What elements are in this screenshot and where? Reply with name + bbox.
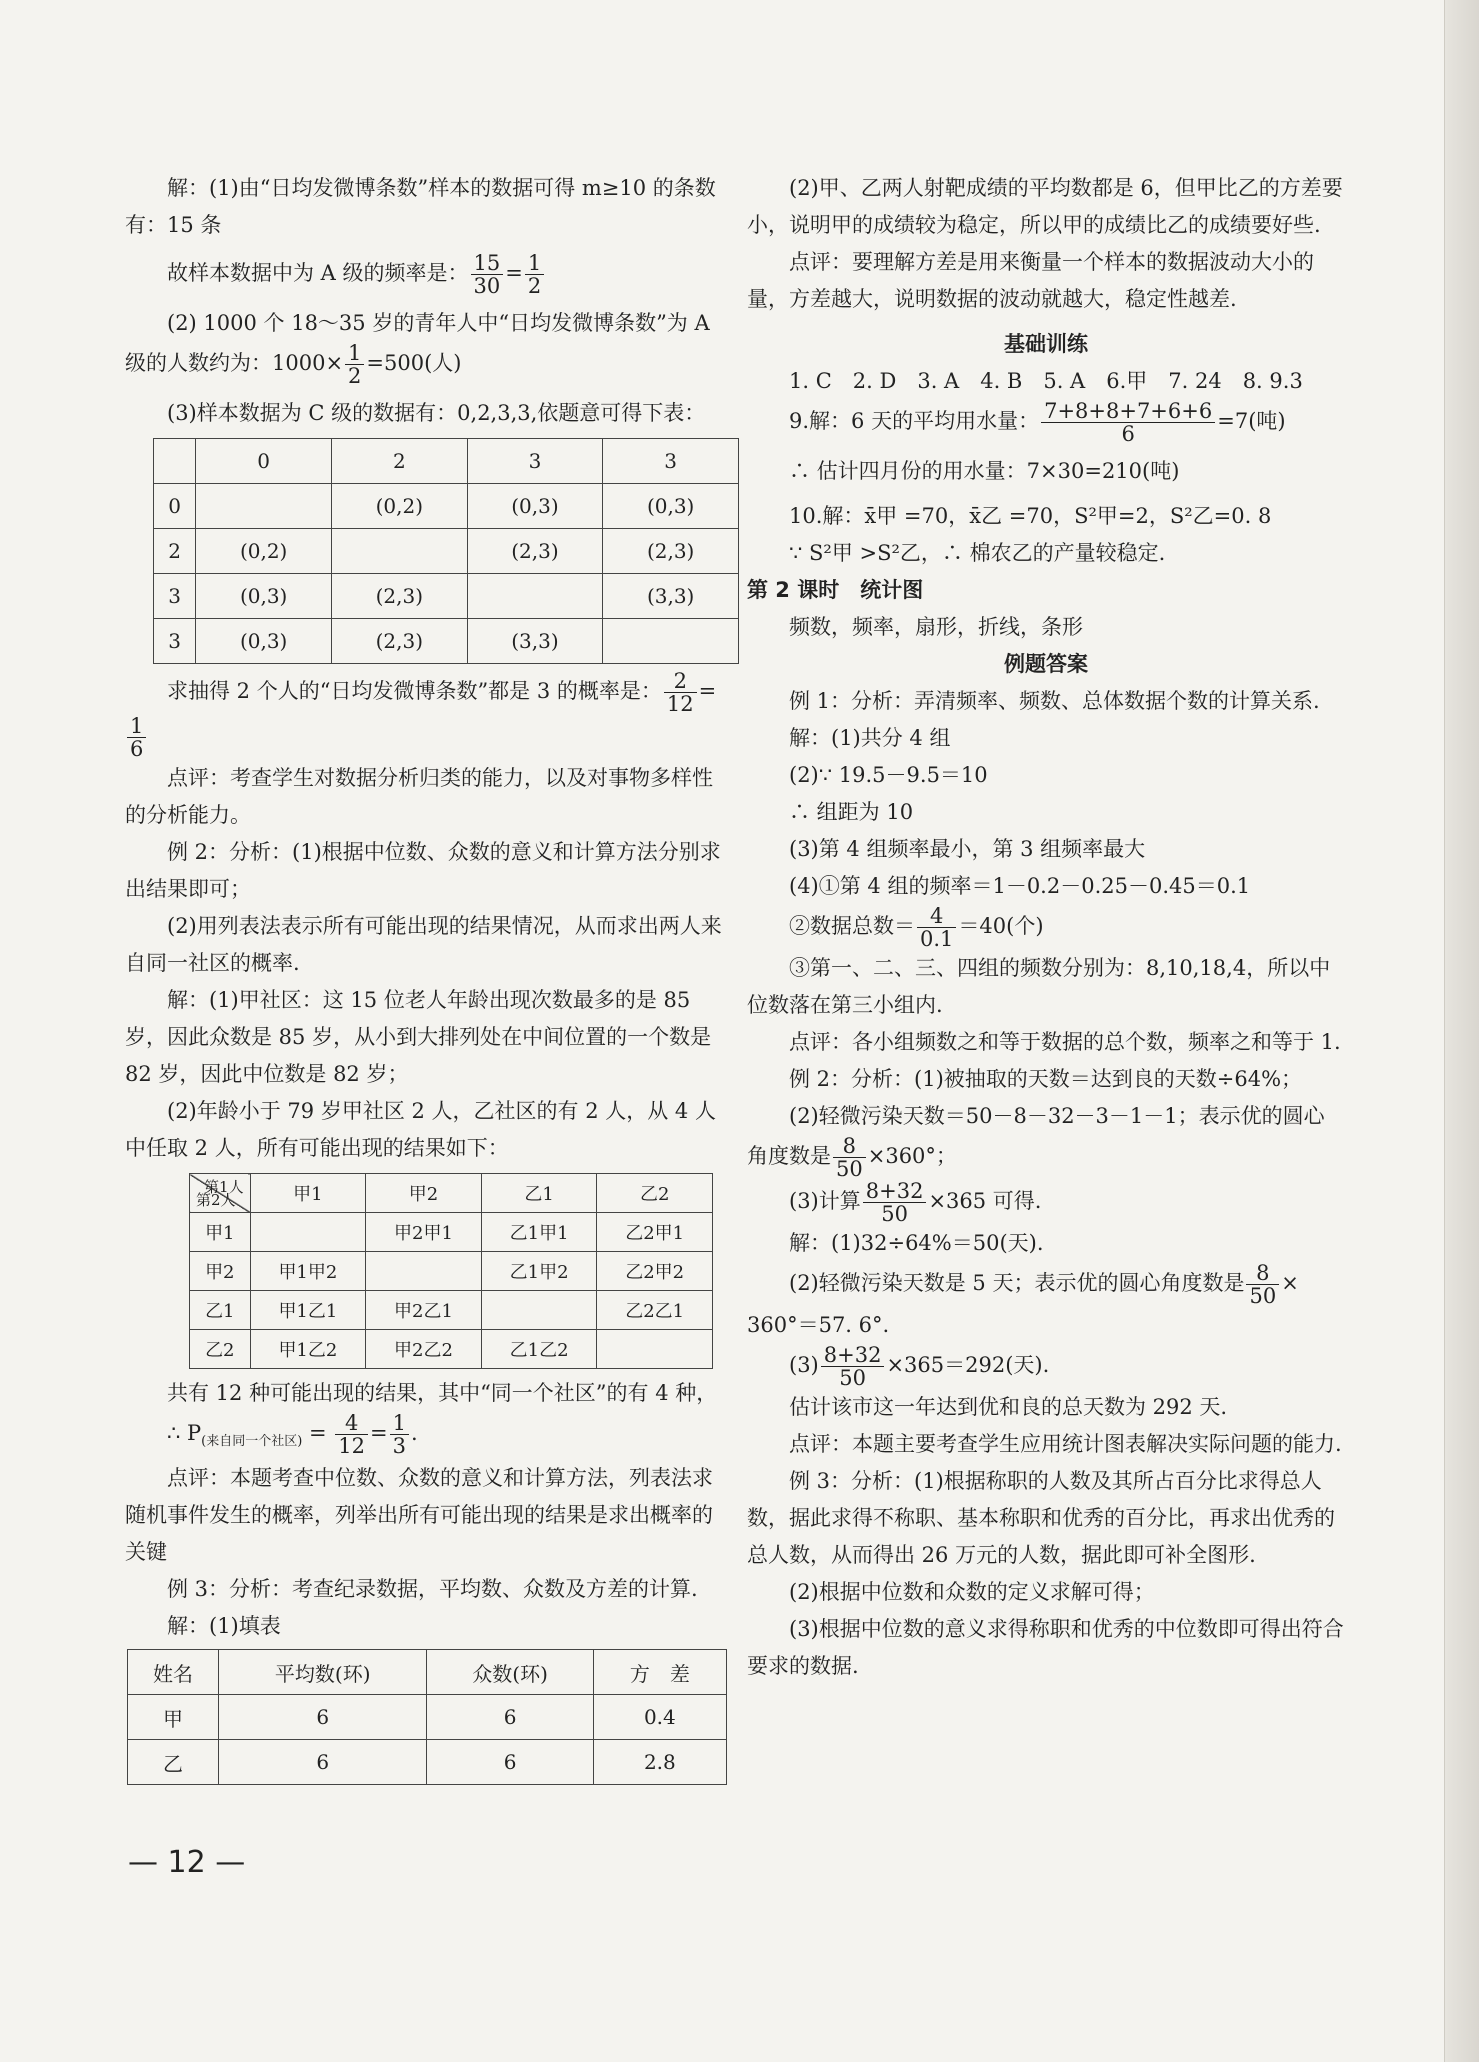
left-p12: ∴ $P_{(来自同一个社区)}$ = $\frac{4}{12}$ = $\frac{1}{3}$ . — [167, 1411, 418, 1458]
right-e1: 例 1：分析：弄清频率、频数、总体数据个数的计算关系. — [789, 689, 1320, 713]
right-e1g: ③第一、二、三、四组的频数分别为：8,10,18,4，所以中位数落在第三小组内. — [747, 956, 1331, 1017]
table-header-cell: 乙1 — [481, 1174, 597, 1213]
table-cell: 6 — [427, 1740, 593, 1785]
right-column — [747, 170, 1345, 1685]
table-row — [154, 529, 739, 574]
left-p11: 共有 12 种可能出现的结果，其中“同一个社区”的有 4 种， — [167, 1381, 718, 1405]
table-cell: 甲2乙2 — [366, 1330, 482, 1369]
right-p2: 点评：要理解方差是用来衡量一个样本的数据波动大小的量，方差越大，说明数据的波动就越大，稳定性越差. — [747, 250, 1314, 311]
right-q9b: ∴ 估计四月份的用水量：7×30=210(吨) — [789, 459, 1180, 483]
left-p3: (2) 1000 个 18～35 岁的青年人中“日均发微博条数”为 A 级的人数约为：1000× $\frac{1}{2}$ =500(人) — [125, 311, 710, 388]
table-cell — [366, 1252, 482, 1291]
right-e2: 例 2：分析：(1)被抽取的天数＝达到良的天数÷64%； — [789, 1067, 1303, 1091]
fraction: $\frac{1}{6}$ — [127, 715, 146, 760]
table-row — [128, 1695, 727, 1740]
left-p14: 例 3：分析：考查纪录数据，平均数、众数及方差的计算. — [167, 1577, 698, 1602]
right-q9: 9.解：6 天的平均用水量： $\frac{7+8+8+7+6+6}{6}$ =7(吨) — [789, 399, 1286, 446]
table-row — [190, 1330, 713, 1369]
right-e1d: (3)第 4 组频率最小，第 3 组频率最大 — [789, 837, 1146, 861]
table-cell: 乙1乙2 — [481, 1330, 597, 1369]
table-cell: 甲1乙2 — [250, 1330, 366, 1369]
table-header-cell: 方 差 — [593, 1650, 726, 1695]
c-level-pair-table — [153, 438, 739, 664]
right-e1b: (2)∵ 19.5－9.5＝10 — [789, 763, 988, 787]
table-cell: (0,3) — [603, 484, 739, 529]
right-p1: (2)甲、乙两人射靶成绩的平均数都是 6，但甲比乙的方差要小，说明甲的成绩较为稳定，所以甲的成绩比乙的成绩要好些. — [747, 176, 1343, 237]
table-cell: (0,3) — [196, 574, 332, 619]
fraction: $\frac{8+32}{50}$ — [863, 1180, 927, 1225]
table-cell: (2,3) — [467, 529, 603, 574]
right-e2f: 估计该市这一年达到优和良的总天数为 292 天. — [789, 1395, 1228, 1419]
table-cell: 乙1甲2 — [481, 1252, 597, 1291]
table-row — [154, 574, 739, 619]
table-cell: 乙2甲1 — [597, 1213, 713, 1252]
table-cell: (2,3) — [603, 529, 739, 574]
section-title-basic-training: 基础训练 — [1004, 332, 1088, 356]
community-pair-table — [189, 1173, 713, 1369]
left-p9: 解：(1)甲社区：这 15 位老人年龄出现次数最多的是 85 岁，因此众数是 85 岁，从小到大排列处在中间位置的一个数是 82 岁，因此中位数是 82 岁； — [125, 988, 712, 1086]
right-e3b: (3)根据中位数的意义求得称职和优秀的中位数即可得出符合要求的数据. — [747, 1617, 1344, 1678]
table-cell — [467, 574, 603, 619]
table-cell: 乙1 — [190, 1291, 251, 1330]
table-cell: 3 — [154, 619, 196, 664]
fraction: $\frac{1}{3}$ — [390, 1412, 409, 1457]
table-cell: (3,3) — [467, 619, 603, 664]
left-p2-text: 故样本数据中为 A 级的频率是： — [167, 261, 469, 285]
table-cell: 甲1甲2 — [250, 1252, 366, 1291]
left-p6: 点评：考查学生对数据分析归类的能力，以及对事物多样性的分析能力。 — [125, 766, 713, 827]
table-cell: 6 — [427, 1695, 593, 1740]
table-header-cell: 甲1 — [250, 1174, 366, 1213]
right-e3: 例 3：分析：(1)根据称职的人数及其所占百分比求得总人数，据此求得不称职、基本称职和优秀的百分比，再求出优秀的总人数，从而得出 26 万元的人数，据此即可补全图形. — [747, 1469, 1335, 1567]
table-cell: 乙2 — [190, 1330, 251, 1369]
left-p2: 故样本数据中为 A 级的频率是： $\frac{15}{30}$ = $\frac{1}{2}$ — [125, 252, 723, 297]
fraction: $\frac{8}{50}$ — [833, 1135, 866, 1180]
right-e1a: 解：(1)共分 4 组 — [789, 726, 951, 750]
table-row — [154, 484, 739, 529]
table-header-cell: 2 — [331, 439, 467, 484]
right-e2e: (3) $\frac{8+32}{50}$ ×365＝292(天). — [789, 1343, 1050, 1390]
table-cell: (0,3) — [196, 619, 332, 664]
table-cell — [481, 1291, 597, 1330]
right-e3a: (2)根据中位数和众数的定义求解可得； — [789, 1580, 1155, 1604]
fraction: $\frac{4}{12}$ — [335, 1412, 368, 1457]
right-e1e: (4)①第 4 组的频率＝1－0.2－0.25－0.45＝0.1 — [789, 874, 1251, 898]
table-cell: 2 — [154, 529, 196, 574]
table-header-cell — [154, 439, 196, 484]
table-cell: 乙1甲1 — [481, 1213, 597, 1252]
left-p5-cont — [125, 715, 723, 760]
table-cell: 0 — [154, 484, 196, 529]
table-cell — [196, 484, 332, 529]
lesson-keywords: 频数，频率，扇形，折线，条形 — [789, 615, 1083, 639]
table-cell: 乙2甲2 — [597, 1252, 713, 1291]
table-cell: 甲1乙1 — [250, 1291, 366, 1330]
table-header-cell: 3 — [467, 439, 603, 484]
table-cell: (3,3) — [603, 574, 739, 619]
table-row — [154, 619, 739, 664]
left-p1: 解：(1)由“日均发微博条数”样本的数据可得 m≥10 的条数有：15 条 — [125, 176, 716, 237]
table-header-cell: 平均数(环) — [218, 1650, 427, 1695]
fraction: $\frac{8}{50}$ — [1246, 1262, 1279, 1307]
left-p8: (2)用列表法表示所有可能出现的结果情况，从而求出两人来自同一社区的概率. — [125, 914, 722, 975]
table-cell: 6 — [218, 1740, 427, 1785]
table-cell: 0.4 — [593, 1695, 726, 1740]
fraction: $\frac{1}{2}$ — [525, 252, 544, 297]
right-q10: 10.解：x̄甲 =70，x̄乙 =70，S²甲=2，S²乙=0. 8 — [789, 504, 1272, 528]
right-e1c: ∴ 组距为 10 — [789, 800, 914, 824]
table-cell: (2,3) — [331, 574, 467, 619]
right-e2b: (3)计算 $\frac{8+32}{50}$ ×365 可得. — [789, 1179, 1042, 1226]
left-p7: 例 2：分析：(1)根据中位数、众数的意义和计算方法分别求出结果即可； — [125, 840, 721, 901]
table-cell: 3 — [154, 574, 196, 619]
table-row — [190, 1291, 713, 1330]
table-header-cell: 0 — [196, 439, 332, 484]
fraction: $\frac{8+32}{50}$ — [821, 1344, 885, 1389]
fraction: $\frac{4}{0.1}$ — [917, 905, 956, 950]
table-cell: 甲2乙1 — [366, 1291, 482, 1330]
answers-line: 1. C 2. D 3. A 4. B 5. A 6.甲 7. 24 8. 9.3 — [789, 369, 1303, 393]
right-e2c: 解：(1)32÷64%＝50(天). — [789, 1231, 1044, 1255]
table-header-cell: 众数(环) — [427, 1650, 593, 1695]
table-cell: 甲1 — [190, 1213, 251, 1252]
right-e2a: (2)轻微污染天数＝50－8－32－3－1－1；表示优的圆心角度数是 $\frac{8}{50}$ ×360°； — [747, 1104, 1325, 1181]
right-e2d: (2)轻微污染天数是 5 天；表示优的圆心角度数是 $\frac{8}{50}$ × — [789, 1261, 1299, 1308]
table-cell: 6 — [218, 1695, 427, 1740]
table-cell: 甲 — [128, 1695, 219, 1740]
table-cell: 2.8 — [593, 1740, 726, 1785]
table-cell — [331, 529, 467, 574]
table-cell — [250, 1213, 366, 1252]
left-p5: 求抽得 2 个人的“日均发微博条数”都是 3 的概率是： $\frac{2}{12}$ = — [167, 669, 717, 716]
table-header-cell: 乙2 — [597, 1174, 713, 1213]
table-cell: (0,2) — [196, 529, 332, 574]
left-p15: 解：(1)填表 — [167, 1614, 281, 1639]
left-p10: (2)年龄小于 79 岁甲社区 2 人，乙社区的有 2 人，从 4 人中任取 2 人，所有可能出现的结果如下： — [125, 1099, 716, 1160]
score-stat-table — [127, 1649, 727, 1785]
right-e1h: 点评：各小组频数之和等于数据的总个数，频率之和等于 1. — [789, 1030, 1341, 1054]
lesson-title: 第 2 课时 统计图 — [747, 578, 924, 602]
table-cell: (0,3) — [467, 484, 603, 529]
table-cell: (0,2) — [331, 484, 467, 529]
section-title-examples: 例题答案 — [1004, 652, 1088, 676]
page-number: — 12 — — [128, 1845, 246, 1880]
right-e1f: ②数据总数＝ $\frac{4}{0.1}$ ＝40(个) — [789, 904, 1044, 951]
right-q10b: ∵ S²甲 >S²乙，∴ 棉农乙的产量较稳定. — [789, 541, 1166, 565]
page-edge — [1444, 0, 1479, 2062]
fraction: $\frac{1}{2}$ — [345, 342, 364, 387]
table-header-cell: 3 — [603, 439, 739, 484]
left-p4: (3)样本数据为 C 级的数据有：0,2,3,3,依题意可得下表： — [167, 401, 706, 425]
fraction: $\frac{15}{30}$ — [471, 252, 504, 297]
table-cell: 乙 — [128, 1740, 219, 1785]
table-row — [190, 1252, 713, 1291]
table-cell: 乙2乙1 — [597, 1291, 713, 1330]
fraction: $\frac{7+8+8+7+6+6}{6}$ — [1041, 400, 1215, 445]
right-e2g: 点评：本题主要考查学生应用统计图表解决实际问题的能力. — [789, 1432, 1342, 1456]
table-cell: (2,3) — [331, 619, 467, 664]
table-row — [128, 1740, 727, 1785]
diagonal-header-cell: 第1人 第2人 — [190, 1174, 251, 1213]
table-header-cell: 姓名 — [128, 1650, 219, 1695]
table-cell: 甲2 — [190, 1252, 251, 1291]
table-row — [190, 1213, 713, 1252]
right-e2d2: 360°＝57. 6°. — [747, 1313, 890, 1337]
left-p13: 点评：本题考查中位数、众数的意义和计算方法，列表法求随机事件发生的概率，列举出所有可能出现的结果是求出概率的关键 — [125, 1466, 713, 1565]
table-cell — [603, 619, 739, 664]
fraction: $\frac{2}{12}$ — [664, 670, 697, 715]
left-column — [125, 170, 723, 1785]
table-cell — [597, 1330, 713, 1369]
table-header-cell: 甲2 — [366, 1174, 482, 1213]
table-cell: 甲2甲1 — [366, 1213, 482, 1252]
